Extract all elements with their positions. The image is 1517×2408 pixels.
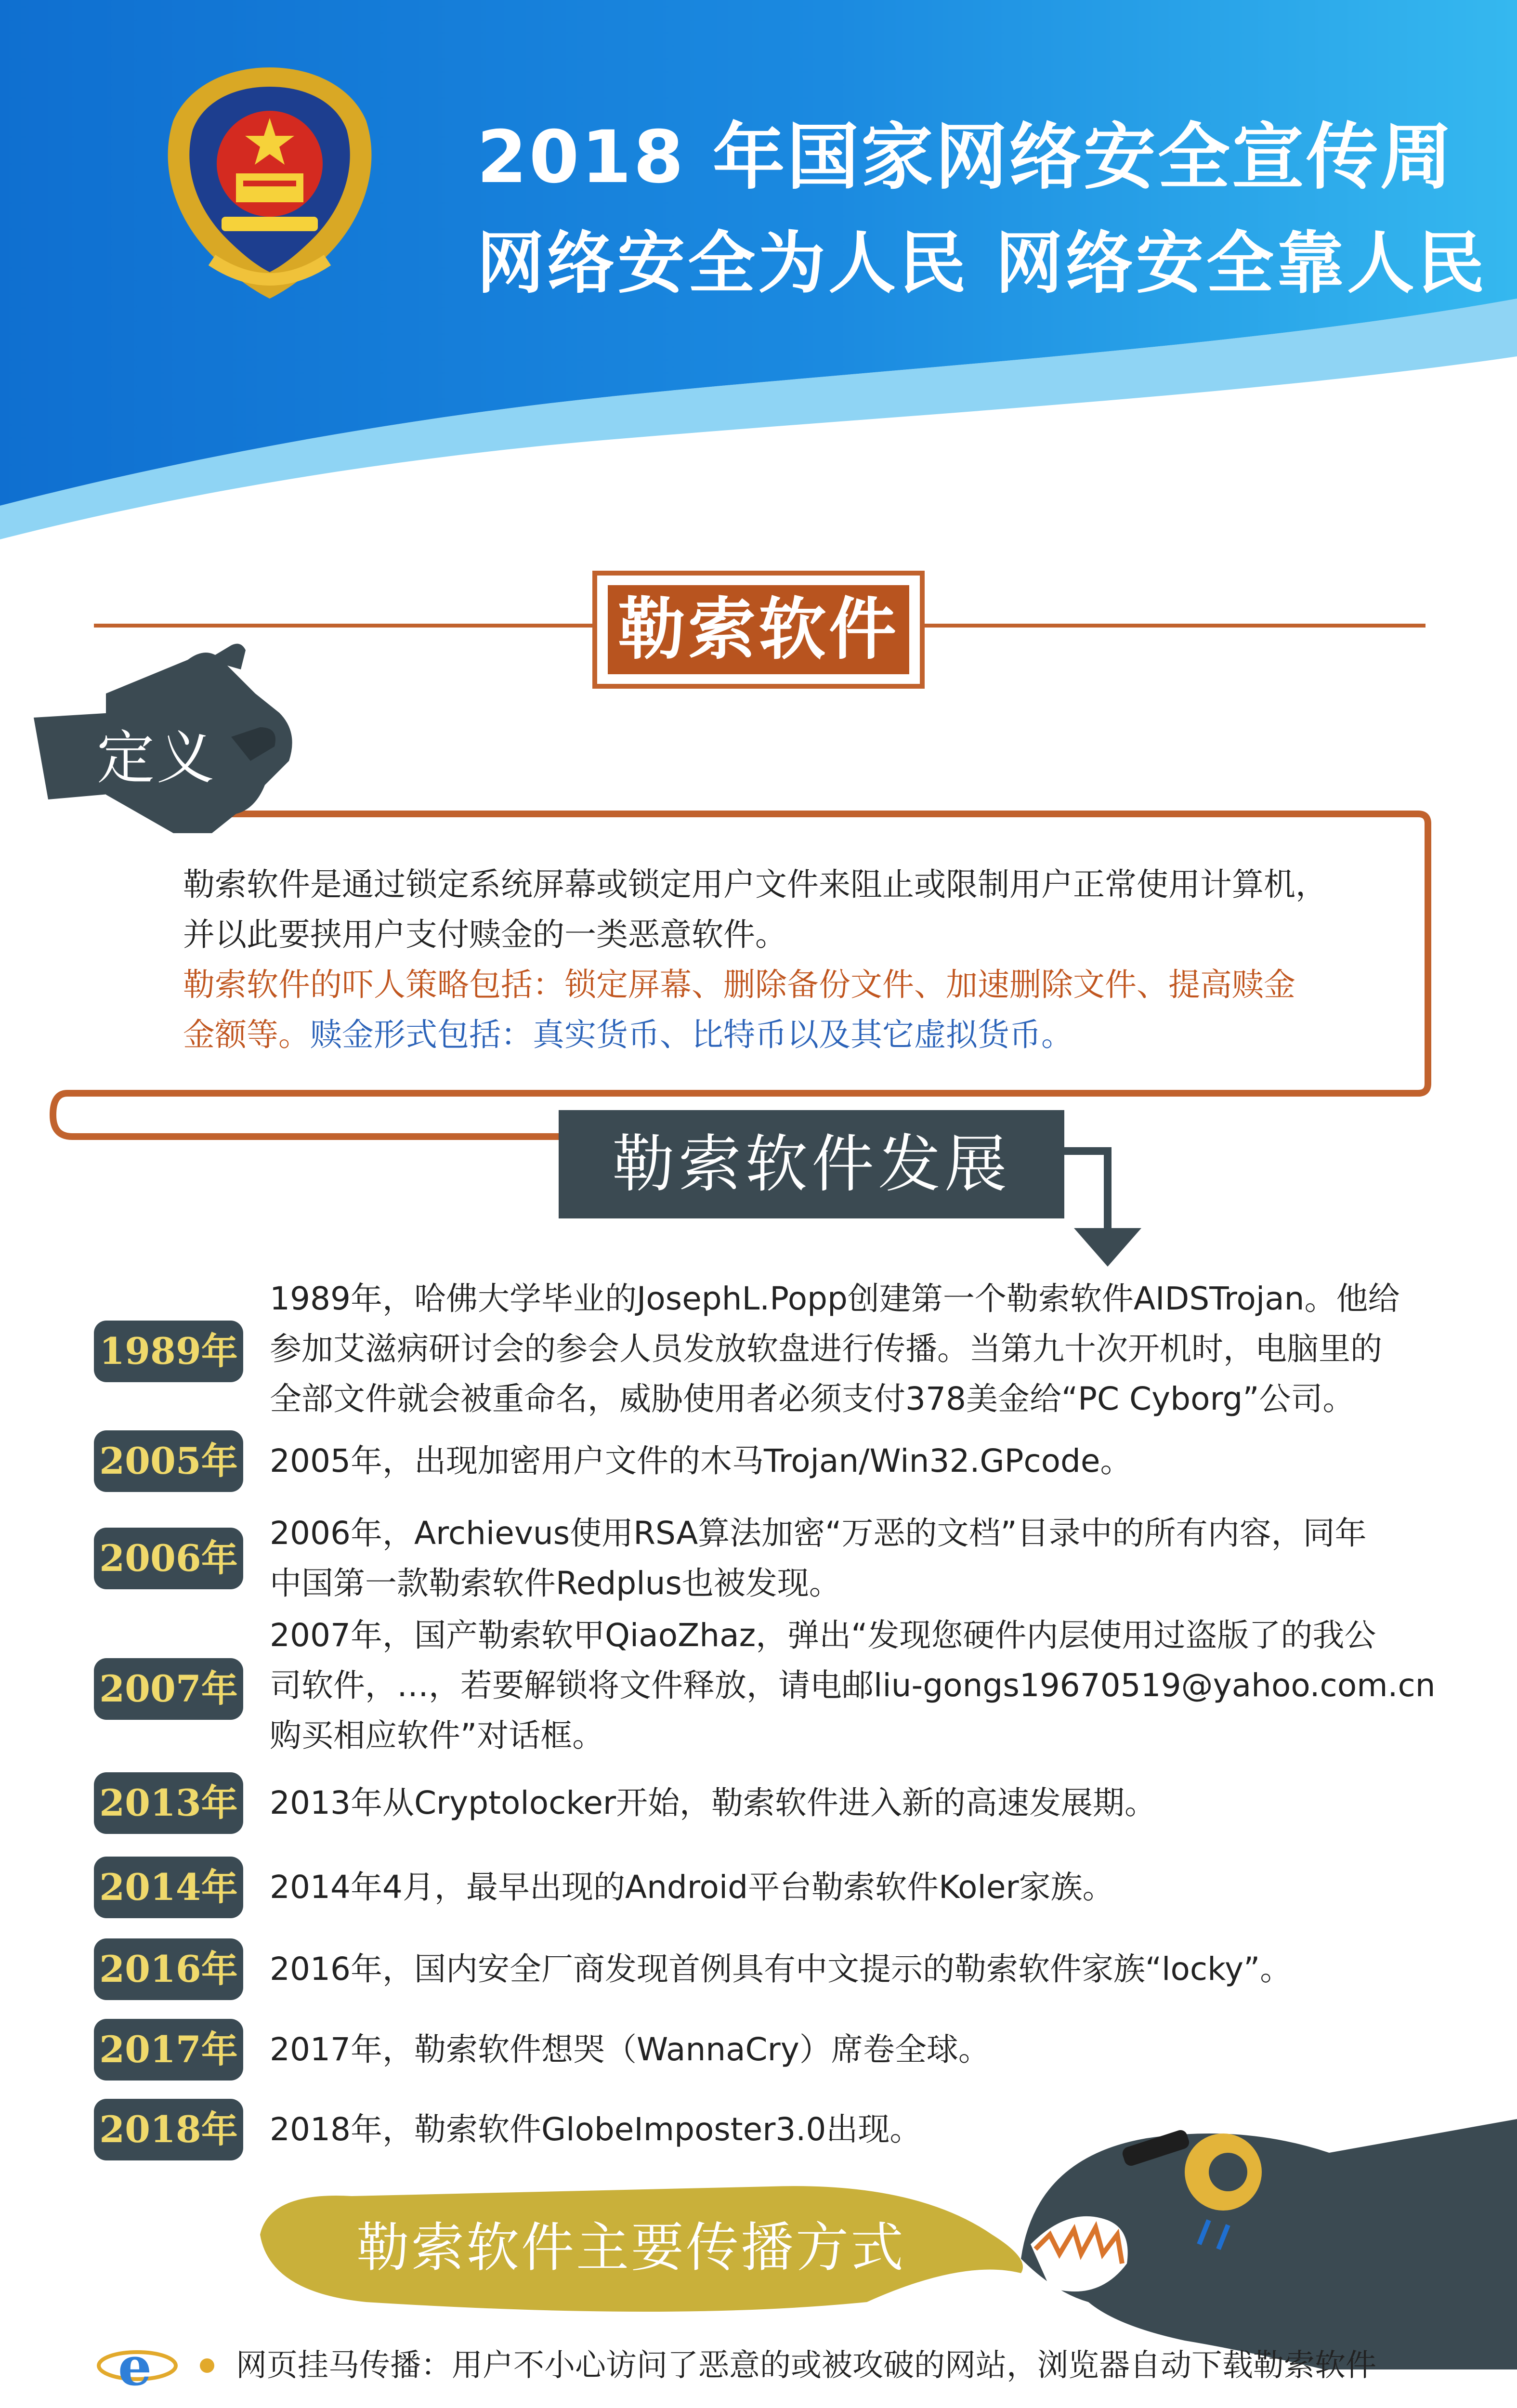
history-arrow-icon (1059, 1146, 1146, 1276)
definition-strategy-line-1: 勒索软件的吓人策略包括：锁定屏幕、删除备份文件、加速删除文件、提高赎金 (183, 966, 1295, 1003)
spread-text-bundle (236, 2403, 822, 2408)
definition-strategy-tail: 金额等。 (183, 1016, 310, 1053)
title-rule-left (94, 624, 592, 628)
main-title: 勒索软件 (608, 585, 909, 674)
definition-line-2: 并以此要挟用户支付赎金的一类恶意软件。 (183, 916, 787, 953)
history-2006-line-1: 2006年，Archievus使用RSA算法加密“万恶的文档”目录中的所有内容，同年 (270, 1515, 1367, 1552)
header-title-line2: 网络安全为人民 网络安全靠人民 (477, 224, 1488, 303)
definition-payment-forms: 赎金形式包括：真实货币、比特币以及其它虚拟货币。 (310, 1016, 1073, 1053)
spread-title: 勒索软件主要传播方式 (356, 2217, 905, 2278)
year-badge-2017: 2017年 (94, 2019, 243, 2081)
svg-text:e: e (118, 2335, 152, 2397)
ie-browser-icon (96, 2334, 178, 2397)
history-2005-line-1: 2005年，出现加密用户文件的木马Trojan/Win32.GPcode。 (270, 1442, 1132, 1479)
history-2007-line-2: 司软件，…，若要解锁将文件释放，请电邮liu-gongs19670519@yahoo.com.cn (270, 1667, 1436, 1704)
history-2017-line-1: 2017年，勒索软件想哭（WannaCry）席卷全球。 (270, 2031, 990, 2068)
year-badge-2006: 2006年 (94, 1528, 243, 1589)
year-badge-2014: 2014年 (94, 1857, 243, 1918)
header-title-line1: 2018 年国家网络安全宣传周 (477, 116, 1454, 199)
history-1989-line-2: 参加艾滋病研讨会的参会人员发放软盘进行传播。当第九十次开机时，电脑里的 (270, 1330, 1382, 1367)
history-2007-line-1: 2007年，国产勒索软甲QiaoZhaz，弹出“发现您硬件内层使用过盗版了的我公 (270, 1617, 1376, 1654)
history-2016-line-1: 2016年，国内安全厂商发现首例具有中文提示的勒索软件家族“locky”。 (270, 1950, 1292, 1988)
definition-strategy-line-2 (183, 1010, 1397, 1060)
police-emblem-icon (154, 58, 385, 308)
header-banner (0, 0, 1517, 539)
history-2013-line-1: 2013年从Cryptolocker开始，勒索软件进入新的高速发展期。 (270, 1784, 1157, 1821)
year-badge-2005: 2005年 (94, 1430, 243, 1492)
title-rule-right (925, 624, 1425, 628)
year-badge-2016: 2016年 (94, 1938, 243, 2000)
spread-item-web (96, 2334, 1445, 2397)
history-2007-line-3: 购买相应软件”对话框。 (270, 1717, 604, 1754)
bullet-dot (200, 2358, 214, 2373)
spread-item-bundle (96, 2403, 1445, 2408)
year-badge-2007: 2007年 (94, 1658, 243, 1720)
definition-line-1: 勒索软件是通过锁定系统屏幕或锁定用户文件来阻止或限制用户正常使用计算机， (183, 866, 1327, 903)
history-1989-line-1: 1989年，哈佛大学毕业的JosephL.Popp创建第一个勒索软件AIDSTrojan。他给 (270, 1280, 1400, 1317)
year-badge-2018: 2018年 (94, 2099, 243, 2160)
year-badge-2013: 2013年 (94, 1772, 243, 1834)
definition-label: 定义 (97, 725, 216, 792)
history-title: 勒索软件发展 (559, 1110, 1064, 1218)
history-2014-line-1: 2014年4月，最早出现的Android平台勒索软件Koler家族。 (270, 1869, 1114, 1906)
history-1989-line-3: 全部文件就会被重命名，威胁使用者必须支付378美金给“PC Cyborg”公司。 (270, 1380, 1355, 1417)
spread-text-web: 网页挂马传播：用户不小心访问了恶意的或被攻破的网站，浏览器自动下载勒索软件 (236, 2348, 1376, 2383)
year-badge-1989: 1989年 (94, 1321, 243, 1382)
history-2006-line-2: 中国第一款勒索软件Redplus也被发现。 (270, 1565, 841, 1602)
rope-knot-icon (96, 2403, 178, 2408)
history-2018-line-1: 2018年，勒索软件GlobeImposter3.0出现。 (270, 2111, 922, 2148)
